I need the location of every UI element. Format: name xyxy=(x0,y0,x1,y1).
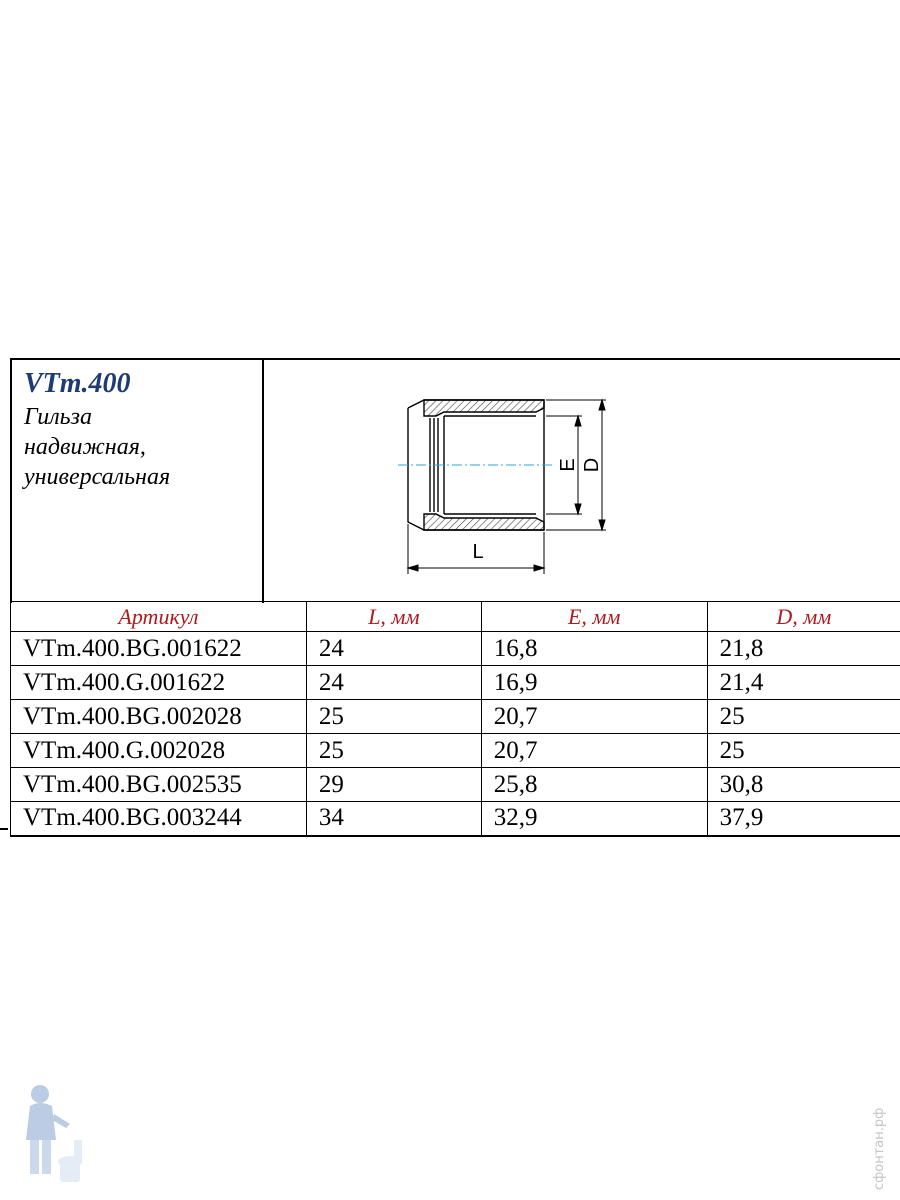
header-e: E, мм xyxy=(481,602,707,632)
technical-drawing-cell xyxy=(264,360,900,603)
product-name xyxy=(24,402,262,492)
cell-d: 25 xyxy=(707,700,900,734)
table-header-row xyxy=(11,602,900,632)
specification-table xyxy=(10,601,900,837)
product-name-line-1: Гильза xyxy=(24,404,92,430)
dimension-e-label: E xyxy=(557,458,579,472)
cell-l: 24 xyxy=(306,666,481,700)
watermark-text: сфонтан.рф xyxy=(872,1107,887,1190)
table-row xyxy=(11,802,900,836)
cell-e: 32,9 xyxy=(481,802,707,836)
cell-d: 37,9 xyxy=(707,802,900,836)
table-row xyxy=(11,632,900,666)
product-name-line-2: надвижная, xyxy=(24,434,146,460)
cell-d: 21,4 xyxy=(707,666,900,700)
margin-tick xyxy=(0,828,8,830)
cell-l: 25 xyxy=(306,700,481,734)
cell-article: VTm.400.G.001622 xyxy=(11,666,307,700)
plumber-mascot-icon xyxy=(8,1080,88,1190)
cell-l: 29 xyxy=(306,768,481,802)
table-row xyxy=(11,700,900,734)
product-name-line-3: универсальная xyxy=(24,464,171,490)
sleeve-drawing xyxy=(264,360,900,603)
table-row xyxy=(11,734,900,768)
dimension-l-label: L xyxy=(472,541,484,563)
product-header xyxy=(10,358,900,603)
dimension-d-label: D xyxy=(581,457,603,473)
cell-e: 20,7 xyxy=(481,734,707,768)
cell-l: 24 xyxy=(306,632,481,666)
product-title-cell xyxy=(12,360,264,603)
cell-article: VTm.400.G.002028 xyxy=(11,734,307,768)
cell-e: 25,8 xyxy=(481,768,707,802)
cell-e: 20,7 xyxy=(481,700,707,734)
table-row xyxy=(11,666,900,700)
cell-article: VTm.400.BG.001622 xyxy=(11,632,307,666)
header-l: L, мм xyxy=(306,602,481,632)
cell-article: VTm.400.BG.003244 xyxy=(11,802,307,836)
cell-d: 25 xyxy=(707,734,900,768)
cell-d: 21,8 xyxy=(707,632,900,666)
cell-e: 16,9 xyxy=(481,666,707,700)
cell-d: 30,8 xyxy=(707,768,900,802)
header-article: Артикул xyxy=(11,602,307,632)
table-row xyxy=(11,768,900,802)
cell-article: VTm.400.BG.002028 xyxy=(11,700,307,734)
product-code: VTm.400 xyxy=(24,368,131,399)
cell-l: 34 xyxy=(306,802,481,836)
header-d: D, мм xyxy=(707,602,900,632)
cell-l: 25 xyxy=(306,734,481,768)
cell-article: VTm.400.BG.002535 xyxy=(11,768,307,802)
cell-e: 16,8 xyxy=(481,632,707,666)
